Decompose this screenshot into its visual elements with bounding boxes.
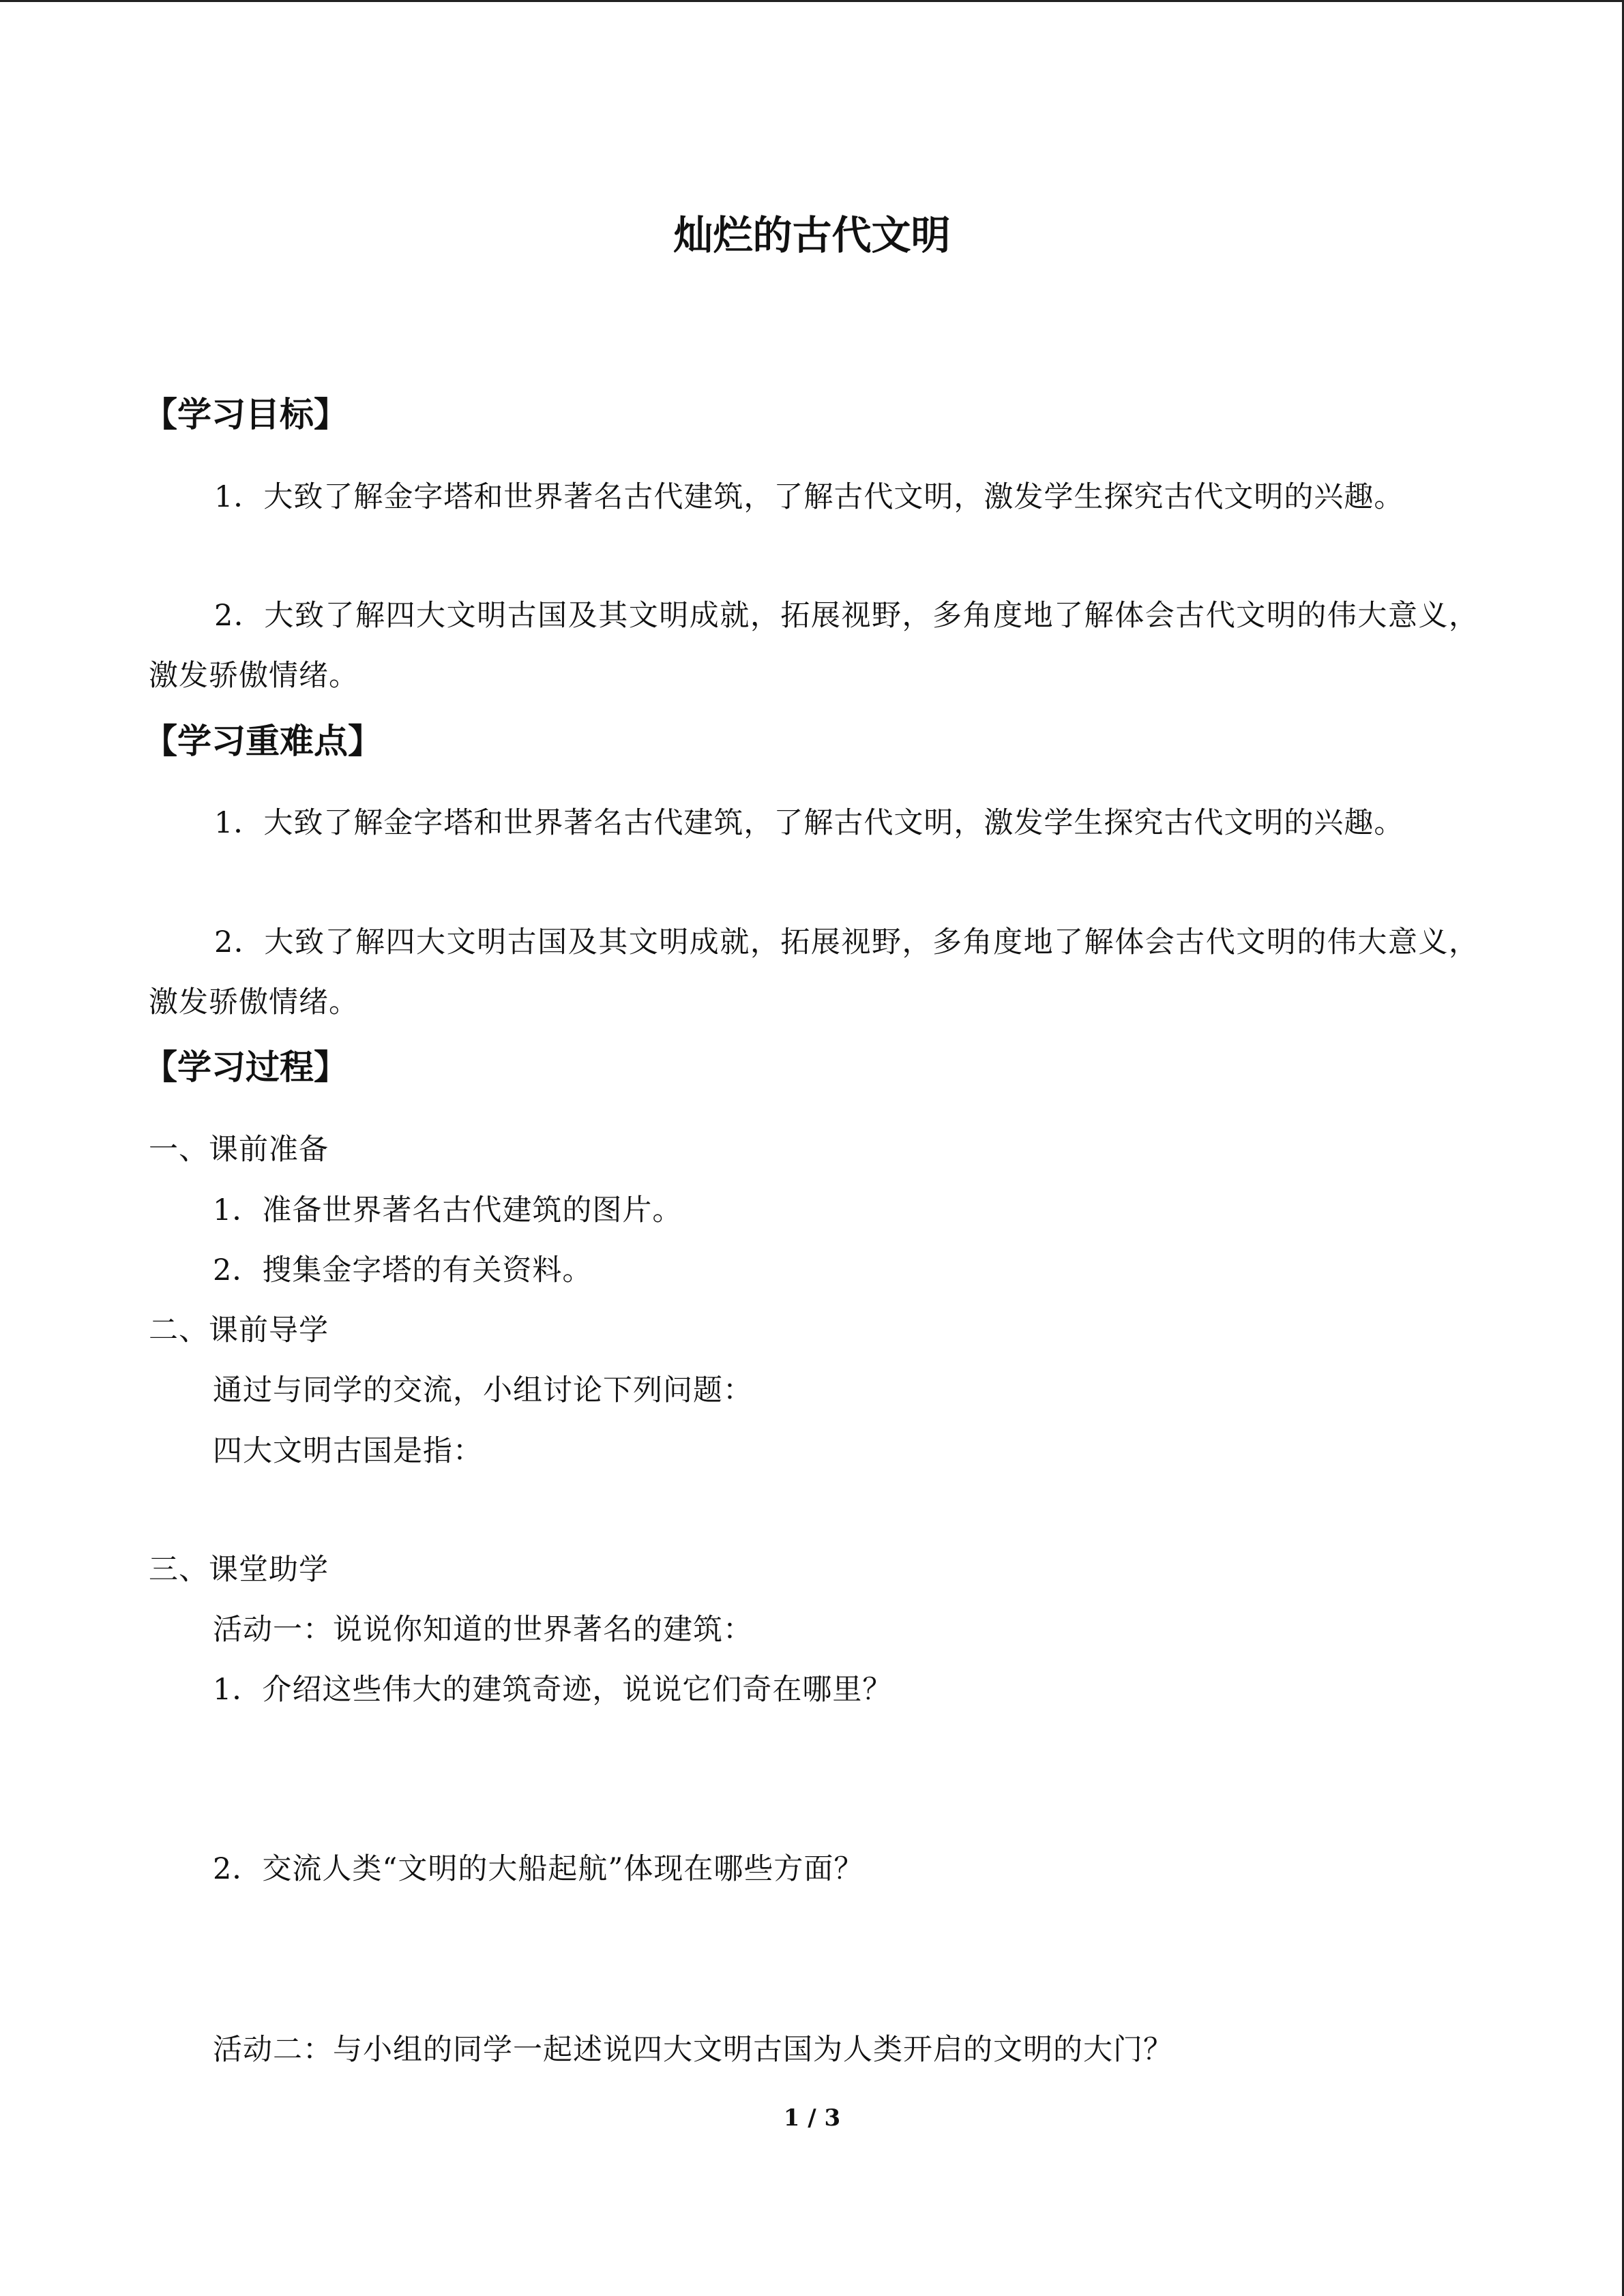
section-title-preparation: 一、课前准备 bbox=[149, 1133, 329, 1167]
document-title: 灿烂的古代文明 bbox=[673, 212, 951, 258]
heading-learning-goals: 【学习目标】 bbox=[143, 395, 348, 434]
preparation-item-2: 2．搜集金字塔的有关资料。 bbox=[213, 1253, 593, 1287]
preparation-item-1: 1．准备世界著名古代建筑的图片。 bbox=[213, 1193, 683, 1227]
heading-key-points: 【学习重难点】 bbox=[143, 721, 382, 761]
key-point-item-2: 2．大致了解四大文明古国及其文明成就，拓展视野，多角度地了解体会古代文明的伟大意义，激发骄傲情绪。 bbox=[149, 925, 1479, 1019]
pre-study-line-1: 通过与同学的交流，小组讨论下列问题： bbox=[213, 1373, 753, 1407]
page-number: 1 / 3 bbox=[783, 2104, 841, 2132]
activity-1-question-1: 1．介绍这些伟大的建筑奇迹，说说它们奇在哪里？ bbox=[213, 1673, 893, 1707]
key-point-item-1: 1．大致了解金字塔和世界著名古代建筑，了解古代文明，激发学生探究古代文明的兴趣。 bbox=[214, 806, 1404, 840]
activity-1-question-2: 2．交流人类“文明的大船起航”体现在哪些方面？ bbox=[213, 1852, 864, 1886]
pre-study-line-2: 四大文明古国是指： bbox=[213, 1434, 483, 1468]
activity-2: 活动二：与小组的同学一起述说四大文明古国为人类开启的文明的大门？ bbox=[213, 2033, 1173, 2067]
heading-learning-process: 【学习过程】 bbox=[143, 1047, 348, 1087]
activity-1: 活动一：说说你知道的世界著名的建筑： bbox=[213, 1613, 753, 1647]
section-title-pre-study: 二、课前导学 bbox=[149, 1313, 329, 1347]
goal-item-1: 1．大致了解金字塔和世界著名古代建筑，了解古代文明，激发学生探究古代文明的兴趣。 bbox=[214, 480, 1404, 514]
goal-item-2: 2．大致了解四大文明古国及其文明成就，拓展视野，多角度地了解体会古代文明的伟大意义，激发骄傲情绪。 bbox=[149, 599, 1479, 693]
section-title-classroom: 三、课堂助学 bbox=[149, 1553, 329, 1587]
